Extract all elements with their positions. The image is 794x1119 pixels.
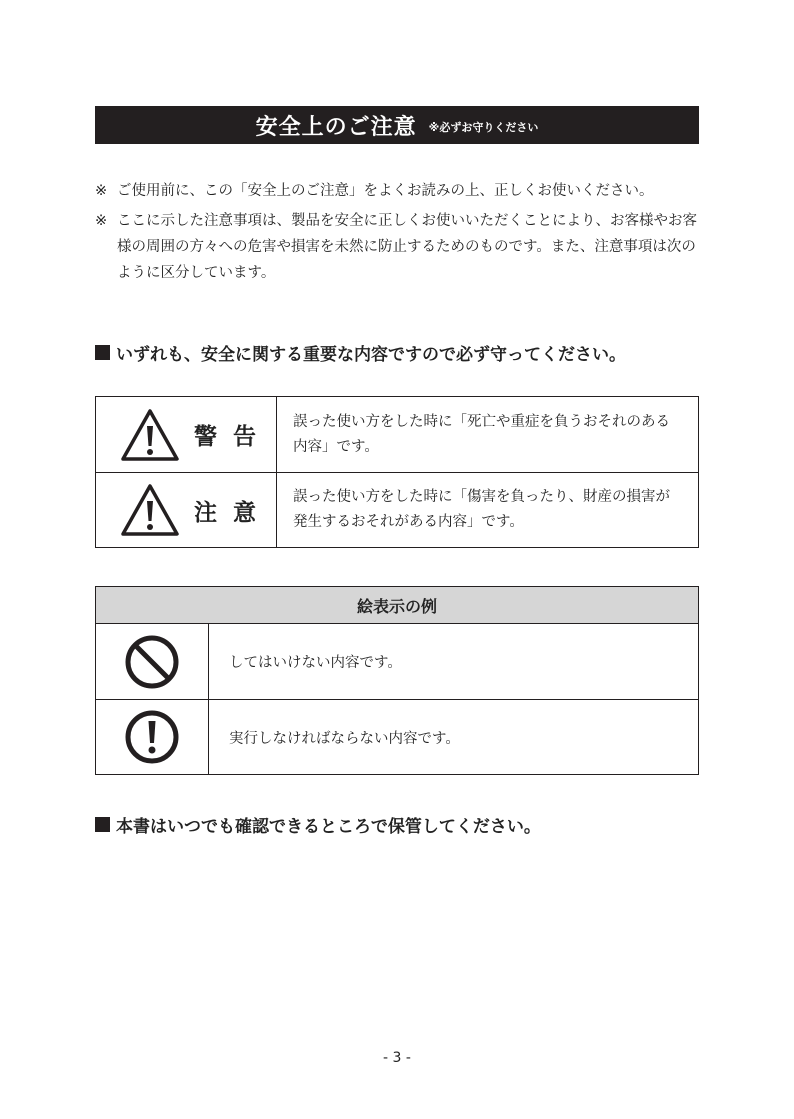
warning-label: 警告 (194, 424, 272, 450)
note-mark: ※ (95, 213, 108, 229)
pictogram-table-header: 絵表示の例 (96, 587, 698, 624)
mandatory-icon (124, 709, 180, 765)
pictogram-description: してはいけない内容です。 (229, 655, 402, 671)
pictogram-examples-table (95, 586, 699, 775)
caution-label: 注意 (194, 499, 272, 526)
important-heading-text: いずれも、安全に関する重要な内容ですので必ず守ってください。 (116, 345, 626, 365)
warning-levels-table (95, 396, 699, 548)
storage-heading (95, 812, 541, 837)
caution-row (96, 472, 698, 547)
storage-heading-text: 本書はいつでも確認できるところで保管してください。 (116, 817, 541, 837)
caution-description: 誤った使い方をした時に「傷害を負ったり、財産の損害が発生するおそれがある内容」です。 (293, 489, 670, 530)
intro-notes (95, 178, 701, 286)
pictogram-icon-cell (96, 624, 209, 699)
square-bullet-icon (95, 817, 110, 832)
note-mark: ※ (95, 183, 108, 199)
section-subtitle: ※必ずお守りください (428, 121, 539, 134)
pictogram-row (96, 699, 698, 774)
important-heading (95, 340, 626, 365)
note-text: ご使用前に、この「安全上のご注意」をよくお読みの上、正しくお使いください。 (117, 183, 654, 199)
pictogram-icon-cell (96, 700, 209, 774)
note-item (95, 208, 701, 286)
warning-label-cell (96, 397, 277, 472)
warning-description: 誤った使い方をした時に「死亡や重症を負うおそれのある内容」です。 (293, 413, 670, 455)
section-title: 安全上のご注意 (255, 114, 417, 140)
note-text: ここに示した注意事項は、製品を安全に正しくお使いいただくことにより、お客様やお客様の周囲の方々への危害や損害を未然に防止するためのものです。また、注意事項は次のように区分しています。 (117, 213, 697, 281)
pictogram-description: 実行しなければならない内容です。 (229, 730, 460, 747)
page-number: - 3 - (383, 1050, 411, 1066)
prohibited-icon (124, 634, 180, 690)
warning-row (96, 397, 698, 472)
caution-label-cell (96, 473, 277, 547)
pictogram-row (96, 624, 698, 699)
section-title-bar (95, 106, 699, 144)
note-item (95, 178, 701, 204)
caution-triangle-icon (120, 483, 180, 537)
warning-triangle-icon (120, 408, 180, 462)
square-bullet-icon (95, 345, 110, 360)
